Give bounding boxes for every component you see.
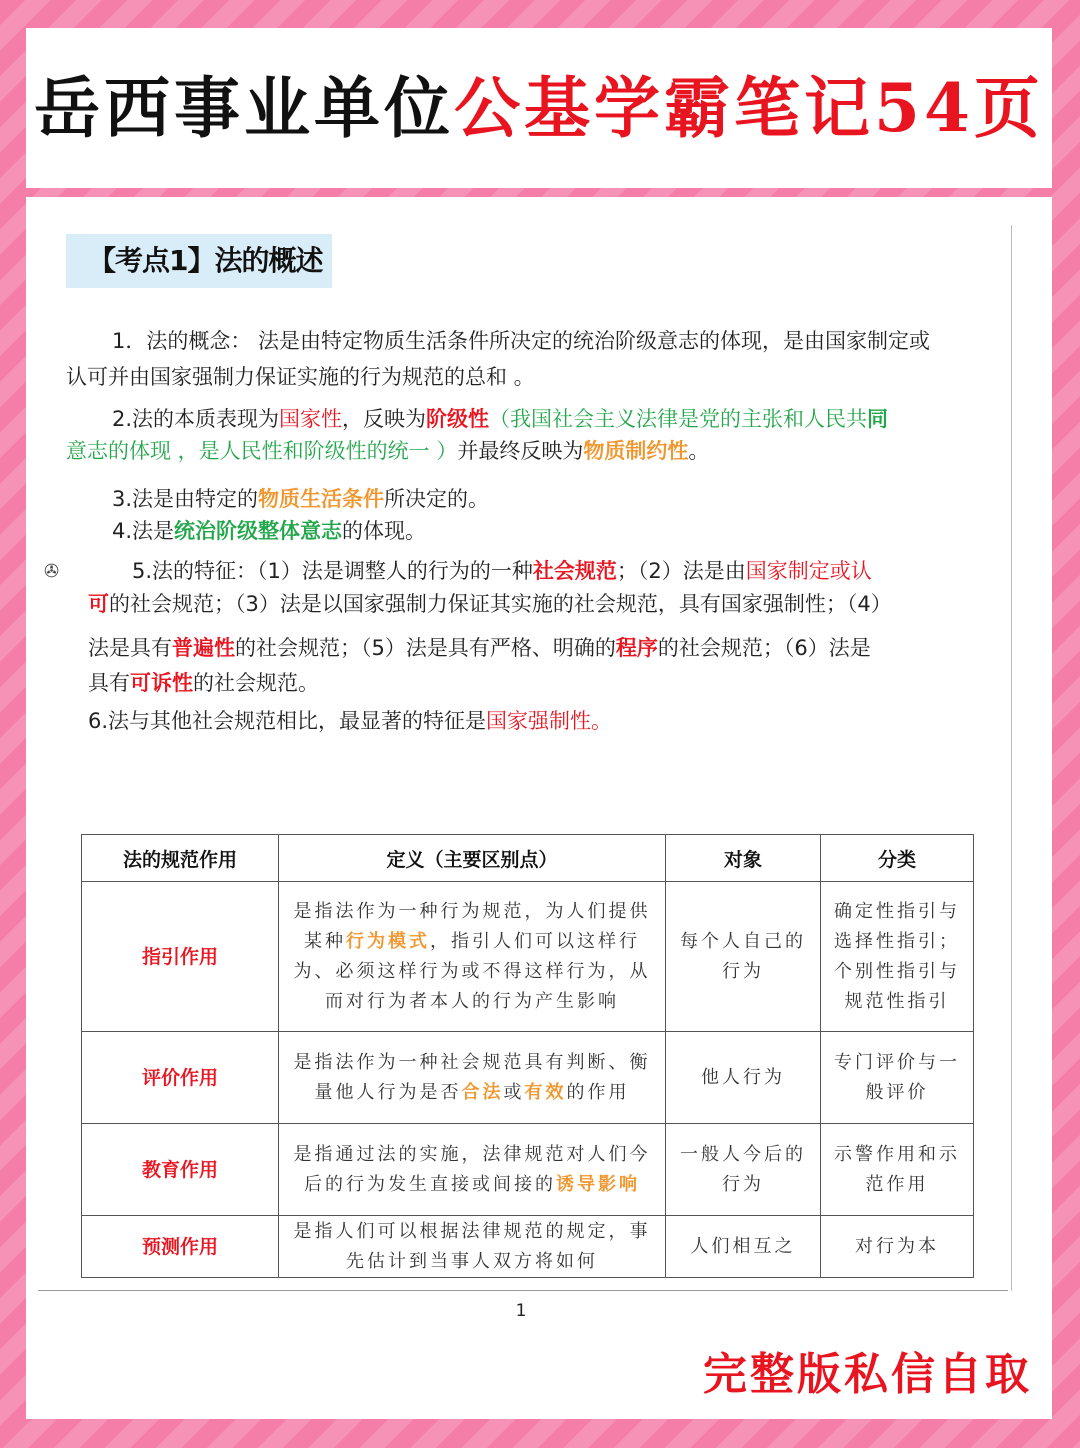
def-text: 是指法作为一种行为规范，为人们提供某种 [293, 900, 651, 952]
function-name: 指引作用 [82, 882, 279, 1032]
para-1a: 1．法的概念： 法是由特定物质生活条件所决定的统治阶级意志的体现，是由国家制定或 [112, 329, 931, 353]
def-highlight: 行为模式 [346, 930, 430, 952]
function-object: 每个人自己的行为 [666, 882, 821, 1032]
p5-text-k: 的社会规范；（6）法是 [657, 636, 871, 660]
p2-material: 物质制约性 [583, 439, 689, 463]
p3-text-c: 所决定的。 [384, 487, 490, 511]
def-text: 的作用 [566, 1081, 630, 1103]
p2-text-h: 并最终反映为 [457, 439, 584, 463]
p2-state: 国家性 [279, 407, 343, 431]
para-2b [66, 435, 709, 467]
function-definition: 是指人们可以根据法律规范的规定，事先估计到当事人双方将如何 [279, 1216, 666, 1278]
p2-green-c: 意志的体现 ，是人民性和阶级性的统一 ） [66, 439, 458, 463]
function-object: 人们相互之 [666, 1216, 821, 1278]
function-category: 确定性指引与选择性指引；个别性指引与规范性指引 [821, 882, 974, 1032]
p5-text-f: 的社会规范；（3）法是以国家强制力保证其实施的社会规范，具有国家强制性；（4） [109, 592, 892, 616]
p5-procedure: 程序 [615, 636, 658, 660]
p2-green-b: 同 [867, 407, 889, 431]
norm-function-table [81, 834, 974, 1278]
para-2a [112, 403, 888, 435]
def-highlight: 有效 [524, 1081, 567, 1103]
p5-justiciable: 可诉性 [130, 671, 193, 695]
banner [26, 28, 1052, 188]
para-1b: 认可并由国家强制力保证实施的行为规范的总和 。 [66, 365, 535, 389]
p5-text-n: 的社会规范。 [193, 671, 319, 695]
p5-text-c: ；（2）法是由 [616, 559, 746, 583]
def-highlight: 合法 [461, 1081, 504, 1103]
function-category: 对行为本 [821, 1216, 974, 1278]
para-5c [88, 632, 871, 664]
p4-highlight: 统治阶级整体意志 [174, 519, 343, 543]
def-text: ，指引人们可以这样行为、必须这样行为或不得这样行为，从而对行为者本人的行为产生影响 [293, 930, 651, 1012]
banner-title-black: 岳西事业单位 [34, 69, 455, 147]
function-definition [279, 1124, 666, 1216]
function-name: 预测作用 [82, 1216, 279, 1278]
p6-highlight: 国家强制性。 [486, 709, 613, 733]
p3-highlight: 物质生活条件 [258, 487, 385, 511]
gear-icon: ✇ [44, 561, 60, 582]
para-6 [88, 705, 612, 737]
p5-universal: 普遍性 [172, 636, 235, 660]
function-name: 教育作用 [82, 1124, 279, 1216]
table-header-row [82, 835, 974, 882]
table-row [82, 1216, 974, 1278]
p2-green-a: （我国社会主义法律是党的主张和人民共 [489, 407, 868, 431]
def-highlight: 诱导影响 [556, 1173, 640, 1195]
p5-text-a: 5.法的特征：（1）法是调整人的行为的一种 [132, 559, 533, 583]
def-text: 是指法作为一种社会规范具有判断、衡量他人行为是否 [293, 1051, 651, 1103]
function-category: 示警作用和示范作用 [821, 1124, 974, 1216]
p5-text-l: 具有 [88, 671, 130, 695]
p4-text-a: 4.法是 [112, 519, 175, 543]
function-object: 他人行为 [666, 1032, 821, 1124]
cta-text: 完整版私信自取 [703, 1349, 1032, 1400]
function-object: 一般人今后的行为 [666, 1124, 821, 1216]
p4-text-c: 的体现。 [342, 519, 427, 543]
p6-text-a: 6.法与其他社会规范相比，最显著的特征是 [88, 709, 487, 733]
p3-text-a: 3.法是由特定的 [112, 487, 259, 511]
p2-text-j: 。 [688, 439, 710, 463]
para-4 [112, 515, 426, 547]
function-definition [279, 882, 666, 1032]
function-name: 评价作用 [82, 1032, 279, 1124]
table-header: 分类 [821, 835, 974, 882]
section-title: 【考点1】法的概述 [66, 234, 332, 288]
banner-title [26, 68, 1052, 148]
table-header: 定义（主要区别点） [279, 835, 666, 882]
p2-text-a: 2.法的本质表现为 [112, 407, 280, 431]
p5-text-i: 的社会规范；（5）法是具有严格、明确的 [235, 636, 616, 660]
table-row [82, 882, 974, 1032]
para-3 [112, 483, 489, 515]
page-edge-line [1011, 225, 1012, 1291]
banner-title-red: 公基学霸笔记54页 [454, 69, 1044, 147]
function-category: 专门评价与一般评价 [821, 1032, 974, 1124]
def-text: 或 [503, 1081, 525, 1103]
p5-state-made: 国家制定或认 [745, 559, 872, 583]
p2-class: 阶级性 [426, 407, 490, 431]
page-number: 1 [515, 1301, 527, 1321]
p2-text-c: ，反映为 [342, 407, 427, 431]
para-5b [88, 588, 892, 620]
p5-social-norm: 社会规范 [532, 559, 617, 583]
table-row [82, 1032, 974, 1124]
page-divider [38, 1290, 1008, 1291]
table-header: 对象 [666, 835, 821, 882]
def-text: 是指通过法的实施，法律规范对人们今后的行为发生直接或间接的 [293, 1143, 651, 1195]
document-page [26, 197, 1052, 1419]
para-5a [132, 555, 872, 587]
para-5d [88, 667, 319, 699]
function-definition [279, 1032, 666, 1124]
table-row [82, 1124, 974, 1216]
p5-text-g: 法是具有 [88, 636, 172, 660]
p5-ke: 可 [88, 592, 109, 616]
table-header: 法的规范作用 [82, 835, 279, 882]
